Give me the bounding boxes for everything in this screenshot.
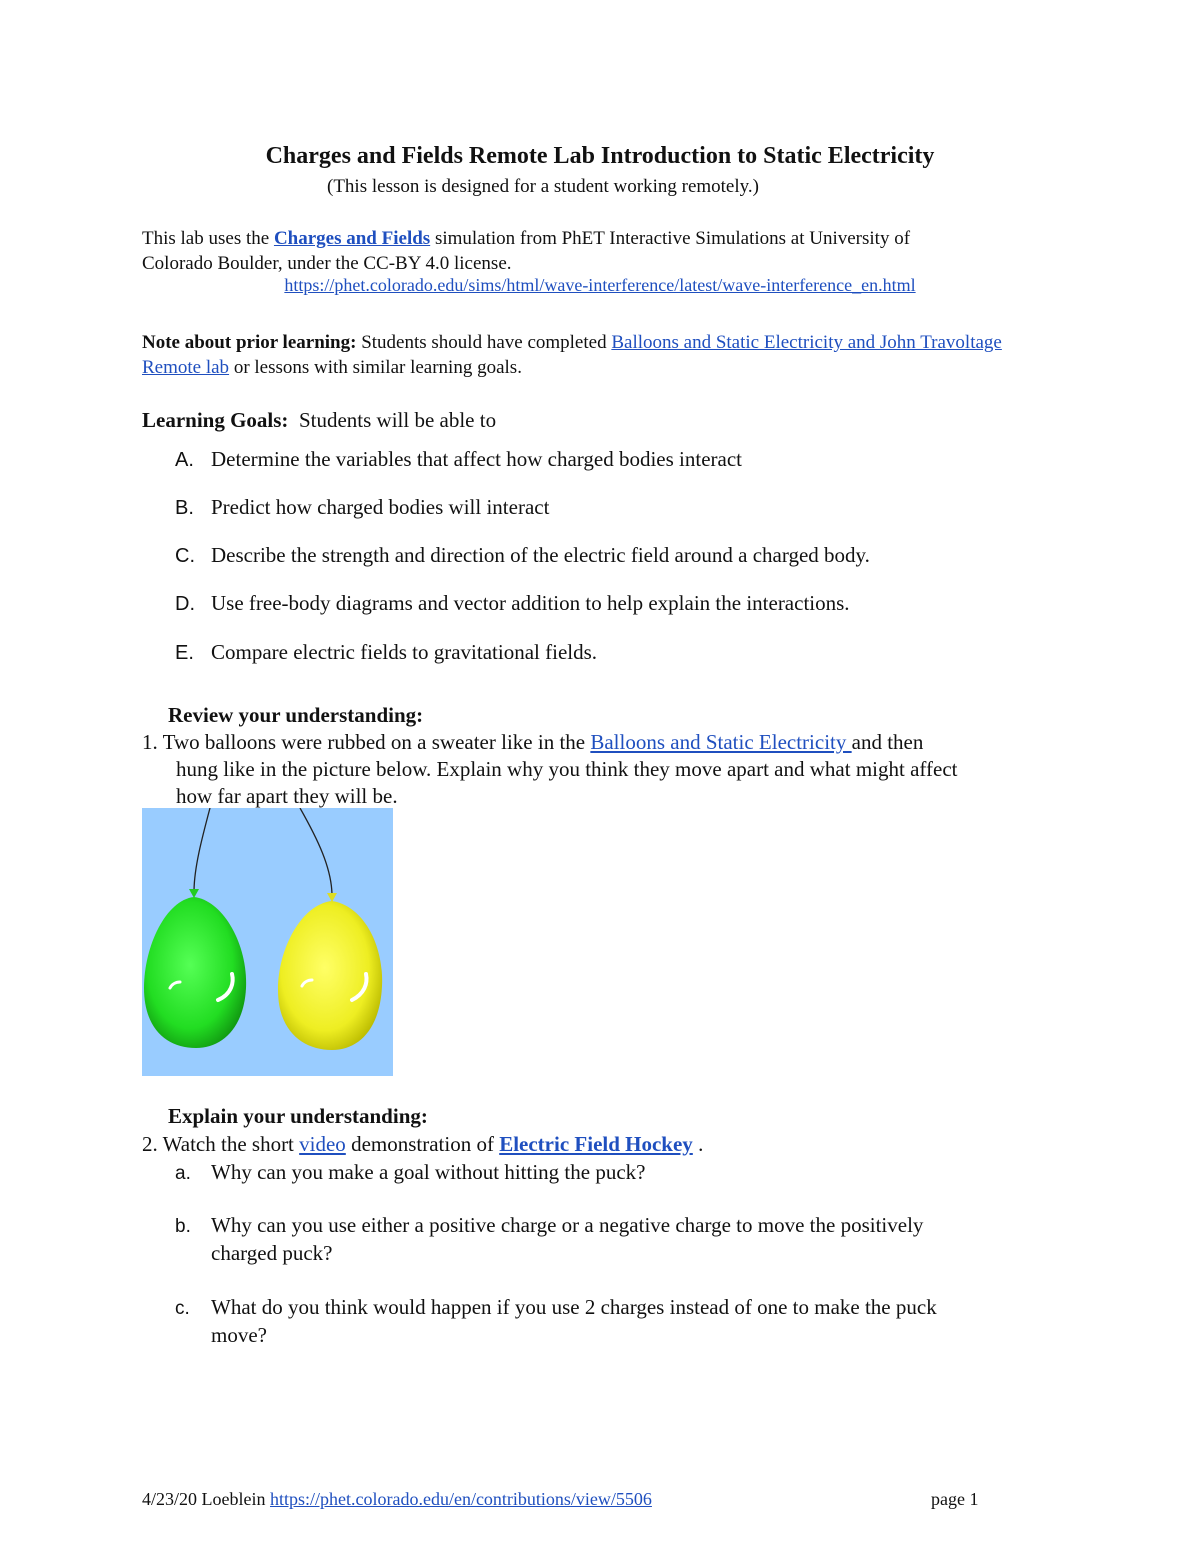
goal-letter: A. <box>175 449 194 471</box>
prior-learning-text-after: or lessons with similar learning goals. <box>229 357 522 378</box>
goal-letter: D. <box>175 593 195 615</box>
explain-heading: Explain your understanding: <box>168 1104 428 1128</box>
balloons-image <box>142 808 393 1076</box>
question-2 <box>142 1131 703 1158</box>
balloons-static-link[interactable]: Balloons and Static Electricity <box>590 730 852 754</box>
prior-learning-note <box>142 330 1042 380</box>
question-2-text: Watch the short <box>157 1132 300 1156</box>
footer-date-author: 4/23/20 Loeblein <box>142 1489 270 1509</box>
goal-item <box>175 447 742 472</box>
intro-text-line2: Colorado Boulder, under the CC-BY 4.0 license. <box>142 253 512 274</box>
sub-question-letter: c. <box>175 1298 190 1319</box>
video-link[interactable]: video <box>299 1132 346 1156</box>
goal-item <box>175 640 597 665</box>
goal-item <box>175 543 870 568</box>
sub-question-letter: a. <box>175 1163 191 1184</box>
intro-paragraph <box>142 226 1062 276</box>
question-2-text-middle: demonstration of <box>345 1132 500 1156</box>
learning-goals-heading <box>142 408 496 433</box>
goal-text: Predict how charged bodies will interact <box>211 495 550 519</box>
learning-goals-intro: Students will be able to <box>298 408 497 432</box>
question-2-text-after: . <box>692 1132 704 1156</box>
sub-question <box>175 1294 1055 1349</box>
question-1 <box>142 729 1072 810</box>
goal-text: Describe the strength and direction of the electric field around a charged body. <box>211 543 870 567</box>
question-number: 1. <box>142 730 158 754</box>
sub-question-text-line2: move? <box>211 1323 267 1347</box>
review-heading: Review your understanding: <box>168 703 424 727</box>
sub-question-letter: b. <box>175 1216 191 1237</box>
goal-letter: E. <box>175 642 194 664</box>
goal-letter: B. <box>175 497 194 519</box>
question-number: 2. <box>142 1132 158 1156</box>
simulation-url-line <box>0 275 1200 296</box>
goal-text: Compare electric fields to gravitational fields. <box>211 640 598 664</box>
question-1-text: Two balloons were rubbed on a sweater like in the <box>157 730 591 754</box>
intro-text-after: simulation from PhET Interactive Simulations at University of <box>430 228 911 249</box>
footer-contribution-link[interactable]: https://phet.colorado.edu/en/contributions/view/5506 <box>269 1489 652 1509</box>
balloons-travoltage-link[interactable]: Balloons and Static Electricity and John Travoltage Remote lab <box>142 332 1002 378</box>
document-subtitle: (This lesson is designed for a student working remotely.) <box>327 176 759 197</box>
page-footer <box>142 1489 652 1510</box>
learning-goals-label: Learning Goals: <box>142 408 289 432</box>
sub-question-text-line2: charged puck? <box>211 1241 333 1265</box>
prior-learning-label: Note about prior learning: <box>142 332 357 353</box>
sub-question <box>175 1212 1055 1267</box>
goal-letter: C. <box>175 545 195 567</box>
sub-question-text: What do you think would happen if you use 2 charges instead of one to make the puck <box>211 1295 937 1319</box>
simulation-url-link[interactable]: https://phet.colorado.edu/sims/html/wave-interference/latest/wave-interference_en.html <box>284 275 916 295</box>
page-number: page 1 <box>931 1489 979 1509</box>
document-title: Charges and Fields Remote Lab Introduction to Static Electricity <box>265 143 935 169</box>
goal-item <box>175 591 850 616</box>
goal-text: Determine the variables that affect how charged bodies interact <box>211 447 742 471</box>
sub-question-text: Why can you make a goal without hitting the puck? <box>211 1160 646 1184</box>
sub-question <box>175 1159 1055 1187</box>
goal-text: Use free-body diagrams and vector addition to help explain the interactions. <box>211 591 850 615</box>
prior-learning-text: Students should have completed <box>356 332 612 353</box>
electric-field-hockey-link[interactable]: Electric Field Hockey <box>499 1132 693 1156</box>
sub-question-text: Why can you use either a positive charge or a negative charge to move the positively <box>211 1213 924 1237</box>
charges-and-fields-link[interactable]: Charges and Fields <box>273 228 431 249</box>
intro-text-before: This lab uses the <box>142 228 274 249</box>
question-1-text-after: and then <box>851 730 924 754</box>
question-1-line3: how far apart they will be. <box>176 784 398 808</box>
goal-item <box>175 495 549 520</box>
question-1-line2: hung like in the picture below. Explain why you think they move apart and what might affect <box>176 757 958 781</box>
